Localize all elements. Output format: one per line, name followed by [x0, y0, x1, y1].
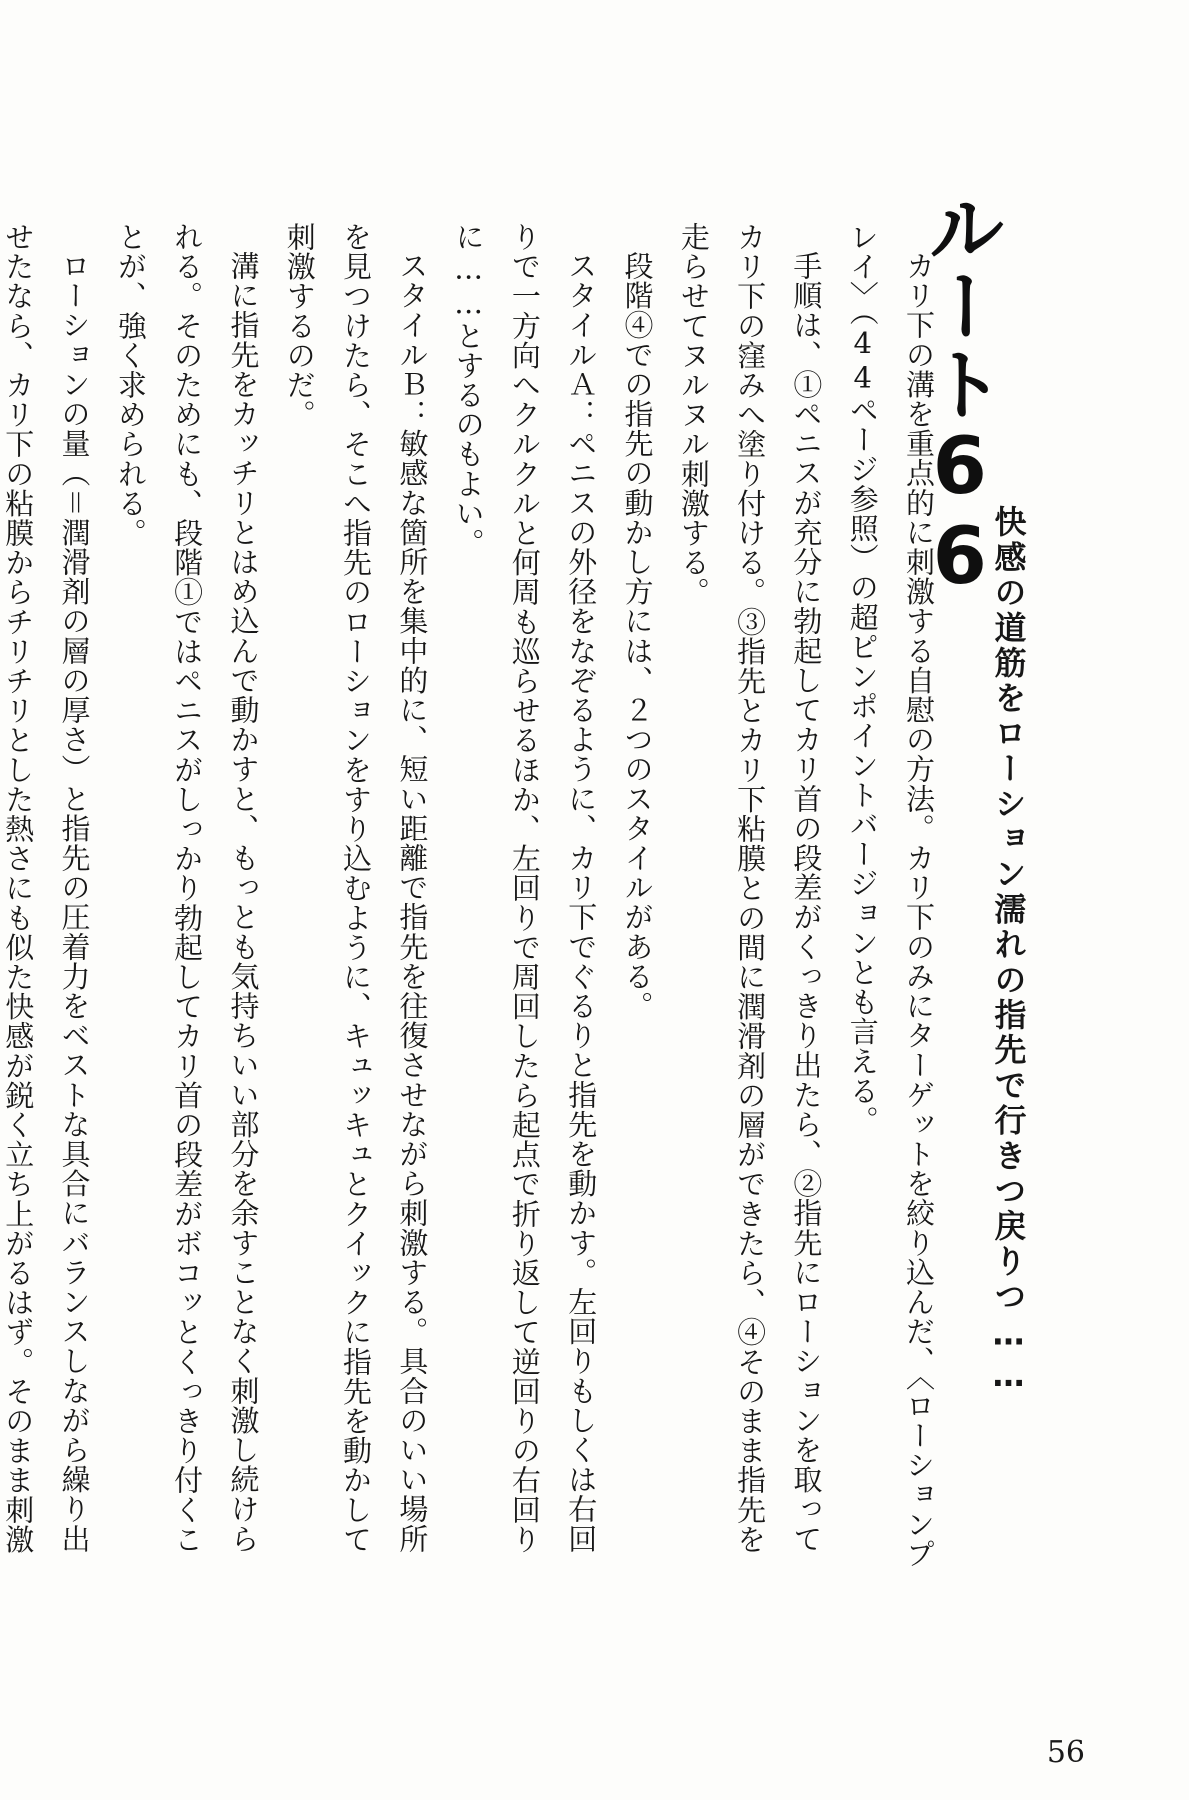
- page-number: 56: [1046, 1735, 1085, 1770]
- paragraph: スタイルＢ：敏感な箇所を集中的に、短い距離で指先を往復させながら刺激する。具合のいい場所を見つけたら、そこへ指先のローションをすり込むように、キュッキュとクイックに指先を動かして刺激するのだ。: [282, 222, 430, 1554]
- paragraph: カリ下の溝を重点的に刺激する自慰の方法。カリ下のみにターゲットを絞り込んだ、〈ローションプレイ〉（44ページ参照）の超ピンポイントバージョンとも言える。: [845, 222, 936, 1569]
- page-subtitle: 快感の道筋をローション濡れの指先で行きつ戻りつ……: [989, 505, 1028, 1397]
- paragraph: 手順は、①ペニスが充分に勃起してカリ首の段差がくっきり出たら、②指先にローションを取ってカリ下の窪みへ塗り付ける。③指先とカリ下粘膜との間に潤滑剤の層ができたら、④そのまま指先を走らせてヌルヌル刺激する。: [676, 222, 824, 1554]
- paragraph: 溝に指先をカッチリとはめ込んで動かすと、もっとも気持ちいい部分を余すことなく刺激し続けられる。そのためにも、段階①ではペニスがしっかり勃起してカリ首の段差がボコッとくっきり付くことが、強く求められる。: [113, 222, 261, 1554]
- body-text: [1, 222, 947, 1582]
- paragraph: スタイルＡ：ペニスの外径をなぞるように、カリ下でぐるりと指先を動かす。左回りもしくは右回りで一方向へクルクルと何周も巡らせるほか、左回りで周回したら起点で折り返して逆回りの右回りに……とするのもよい。: [451, 222, 599, 1554]
- paragraph: 段階④での指先の動かし方には、２つのスタイルがある。: [620, 251, 655, 1021]
- paragraph: ローションの量（＝潤滑剤の層の厚さ）と指先の圧着力をベストな具合にバランスしながら繰り出せたなら、カリ下の粘膜からチリチリとした熱さにも似た快感が鋭く立ち上がるはず。そのまま刺激: [1, 222, 92, 1554]
- page-title: ルート66: [914, 188, 1005, 602]
